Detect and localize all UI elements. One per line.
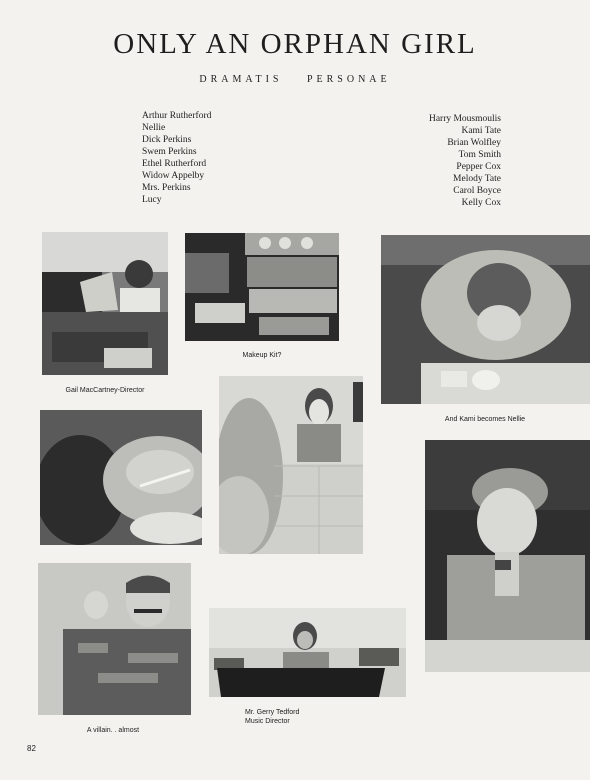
face-makeup-photo (40, 410, 202, 545)
makeup-kit-photo (185, 233, 339, 341)
headscarf-portrait-photo (425, 440, 590, 672)
cast-actor: Tom Smith (458, 150, 501, 160)
cast-actor: Kami Tate (461, 126, 501, 136)
cast-role: Lucy (142, 195, 162, 205)
music-director-caption (245, 708, 355, 726)
villain-photo (38, 563, 191, 715)
music-director-role: Music Director (245, 718, 290, 725)
cast-roles-list (142, 110, 302, 206)
page-title: ONLY AN ORPHAN GIRL (113, 28, 477, 60)
cast-actor: Kelly Cox (461, 198, 501, 208)
cast-role: Ethel Rutherford (142, 159, 207, 169)
cast-actor: Brian Wolfley (447, 138, 501, 148)
cast-role: Nellie (142, 123, 166, 133)
cast-actor: Melody Tate (453, 174, 501, 184)
makeup-kit-caption: Makeup Kit? (242, 352, 282, 359)
villain-caption: A villain. . almost (86, 727, 140, 734)
page-subtitle: DRAMATIS PERSONAE (199, 74, 391, 85)
cast-actor: Harry Mousmoulis (428, 114, 501, 124)
kami-makeup-photo (381, 235, 590, 404)
cast-actor: Carol Boyce (453, 186, 501, 196)
cast-role: Swem Perkins (142, 147, 197, 157)
music-director-name: Mr. Gerry Tedford (245, 709, 300, 716)
page-number: 82 (27, 744, 36, 753)
cast-role: Dick Perkins (142, 135, 192, 145)
cast-actors-list (360, 113, 501, 209)
director-caption: Gail MacCartney-Director (65, 387, 145, 394)
kami-caption: And Kami becomes Nellie (444, 416, 526, 423)
director-photo (42, 232, 168, 375)
cast-actor: Pepper Cox (456, 162, 501, 172)
cast-role: Widow Appelby (142, 171, 205, 181)
music-director-photo (209, 608, 406, 697)
cast-role: Mrs. Perkins (142, 183, 191, 193)
mirror-photo (219, 376, 363, 554)
cast-role: Arthur Rutherford (142, 111, 212, 121)
